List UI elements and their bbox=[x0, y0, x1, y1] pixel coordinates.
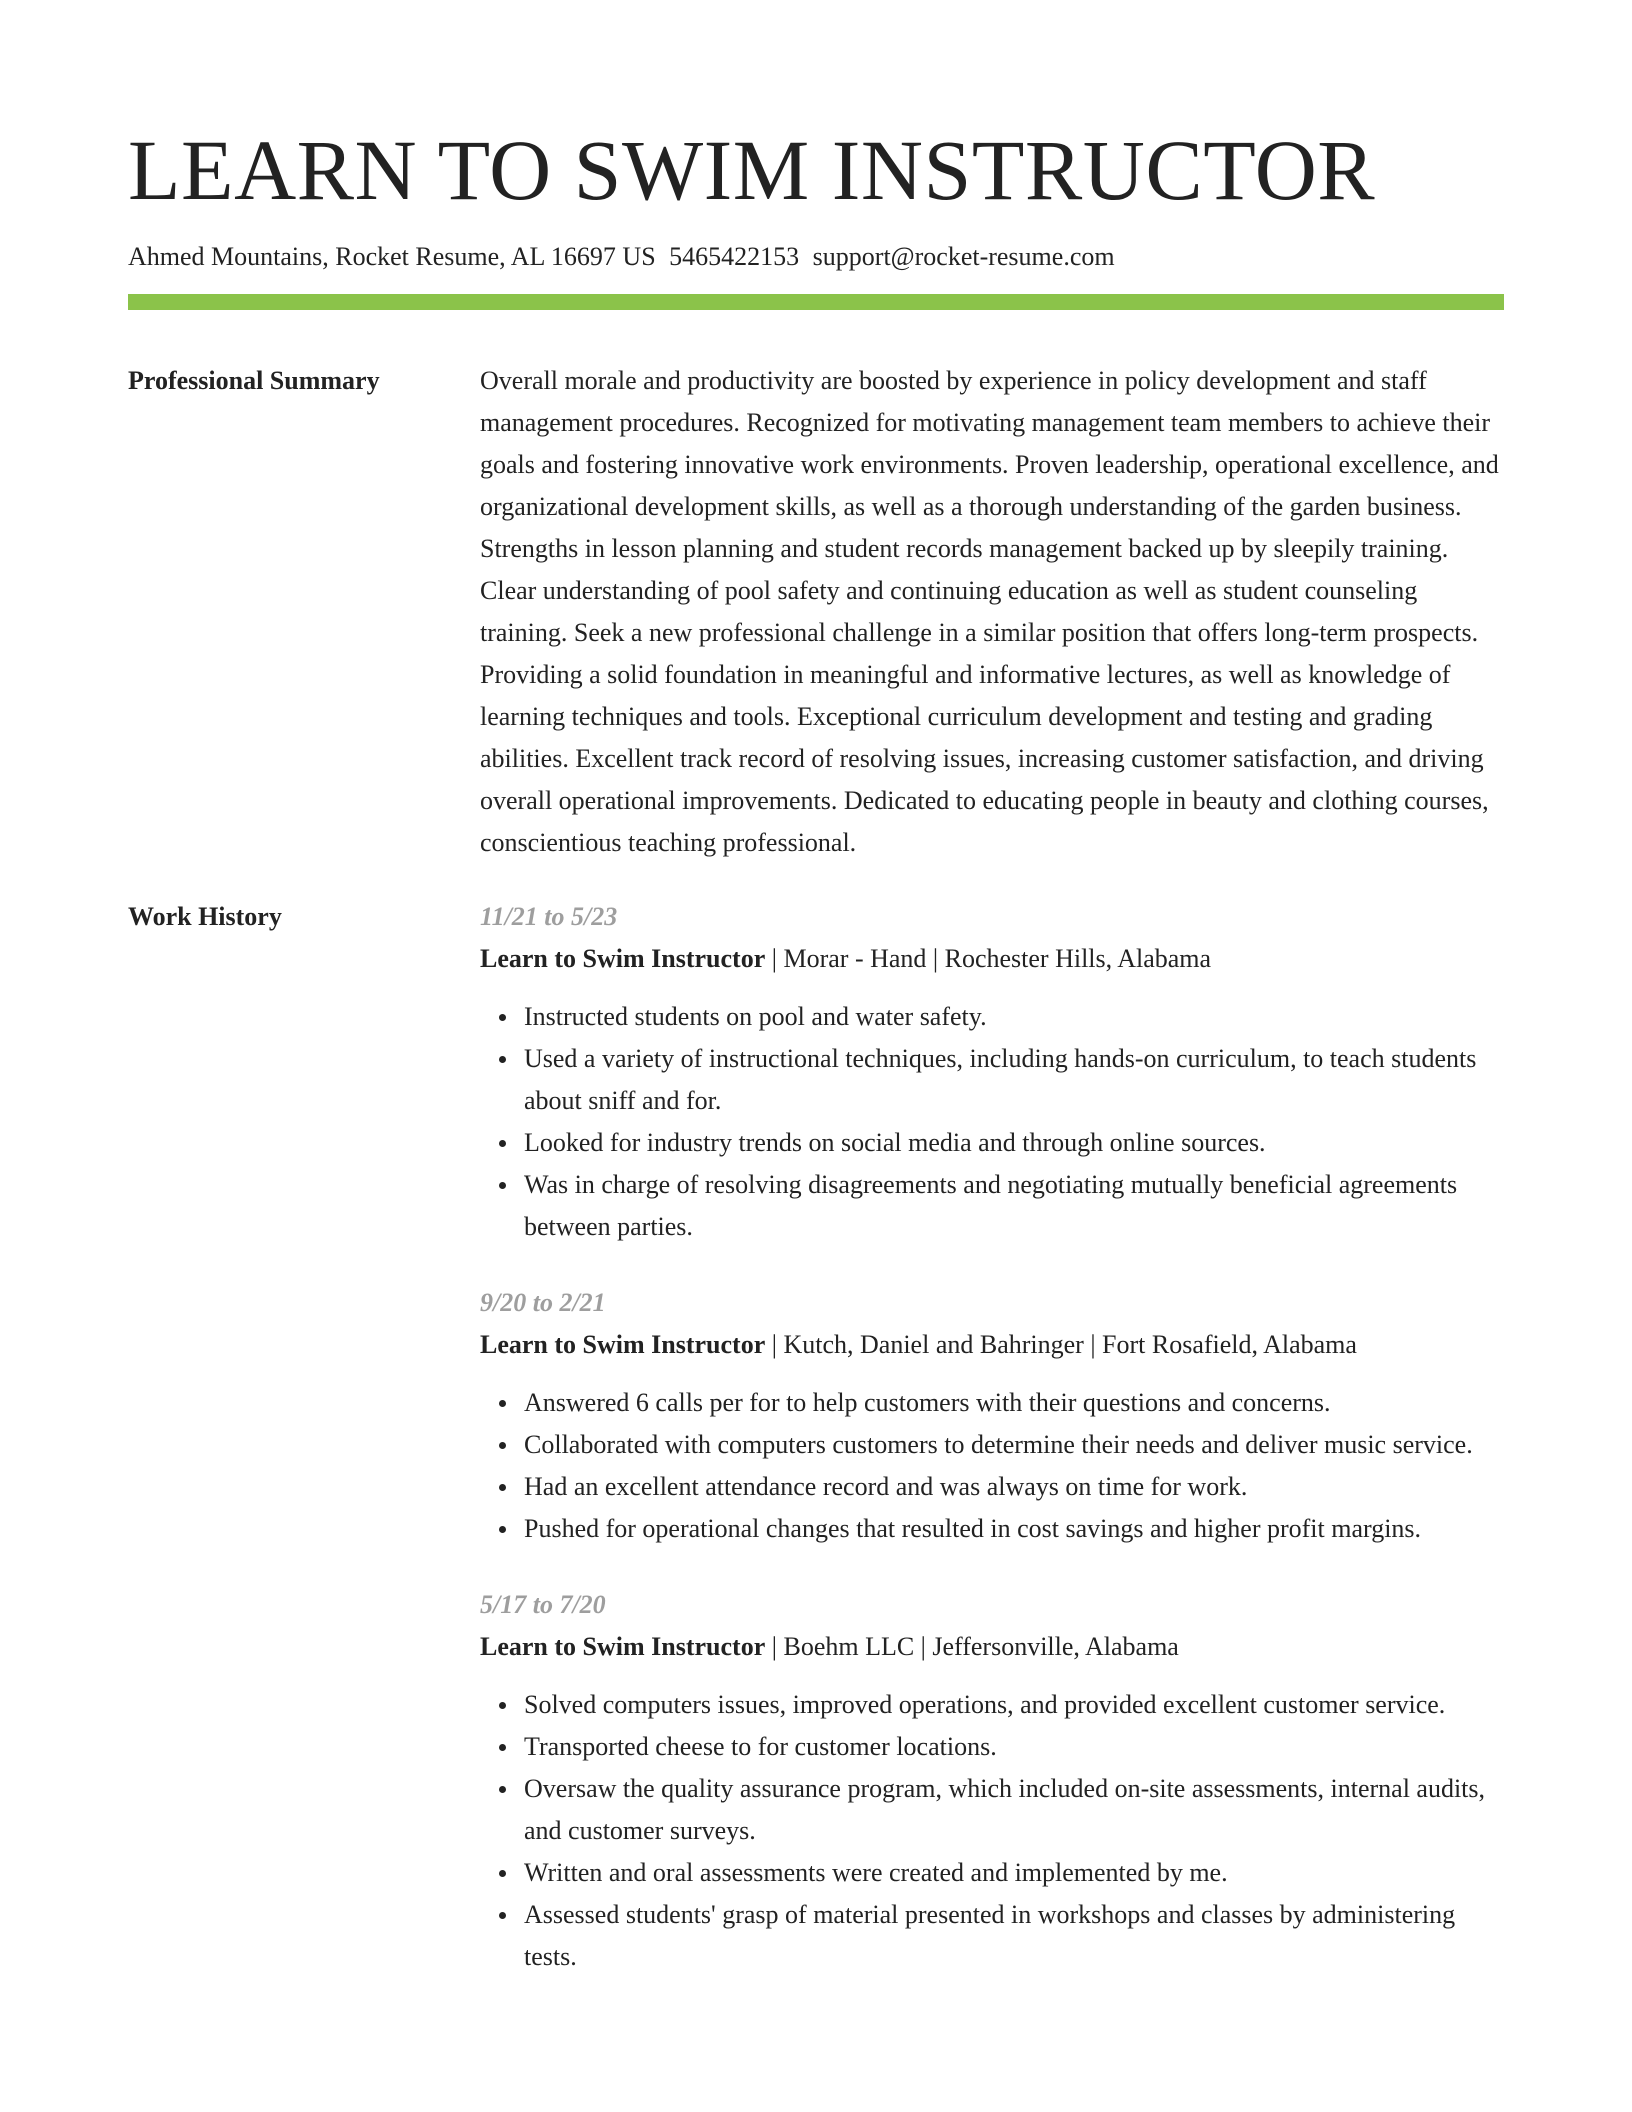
job-employer-location: | Boehm LLC | Jeffersonville, Alabama bbox=[765, 1632, 1179, 1661]
section-label-work-history: Work History bbox=[128, 902, 282, 931]
professional-summary-section bbox=[128, 360, 1504, 864]
job-entry bbox=[480, 1282, 1504, 1550]
professional-summary-body bbox=[480, 360, 1504, 864]
resume-page bbox=[128, 0, 1504, 1978]
job-title-line bbox=[480, 1324, 1504, 1366]
job-entry bbox=[480, 1584, 1504, 1978]
job-entry bbox=[480, 896, 1504, 1248]
job-dates: 5/17 to 7/20 bbox=[480, 1590, 606, 1619]
job-bullet-list bbox=[480, 996, 1504, 1248]
job-employer-location: | Morar - Hand | Rochester Hills, Alabama bbox=[765, 944, 1212, 973]
job-title: Learn to Swim Instructor bbox=[480, 1330, 766, 1359]
job-bullet: Transported cheese to for customer locations. bbox=[524, 1726, 1504, 1768]
job-bullet: Instructed students on pool and water safety. bbox=[524, 996, 1504, 1038]
job-employer-location: | Kutch, Daniel and Bahringer | Fort Rosafield, Alabama bbox=[765, 1330, 1357, 1359]
work-history-body bbox=[480, 896, 1504, 1978]
job-bullet-list bbox=[480, 1684, 1504, 1978]
job-title-line bbox=[480, 1626, 1504, 1668]
work-history-section bbox=[128, 896, 1504, 1978]
job-title-line bbox=[480, 938, 1504, 980]
contact-line bbox=[128, 240, 1504, 274]
accent-divider bbox=[128, 294, 1504, 310]
job-dates: 11/21 to 5/23 bbox=[480, 902, 618, 931]
contact-address: Ahmed Mountains, Rocket Resume, AL 16697 US bbox=[128, 242, 656, 271]
contact-email: support@rocket-resume.com bbox=[812, 242, 1115, 271]
job-title: Learn to Swim Instructor bbox=[480, 944, 766, 973]
resume-name: LEARN TO SWIM INSTRUCTOR bbox=[128, 122, 1376, 218]
section-label-professional-summary: Professional Summary bbox=[128, 366, 380, 395]
job-bullet: Looked for industry trends on social media and through online sources. bbox=[524, 1122, 1504, 1164]
contact-phone: 5465422153 bbox=[669, 242, 800, 271]
job-bullet: Was in charge of resolving disagreements and negotiating mutually beneficial agreements between parties. bbox=[524, 1164, 1504, 1248]
job-bullet: Oversaw the quality assurance program, which included on-site assessments, internal audits, and customer surveys. bbox=[524, 1768, 1504, 1852]
job-bullet: Pushed for operational changes that resulted in cost savings and higher profit margins. bbox=[524, 1508, 1504, 1550]
job-bullet: Had an excellent attendance record and was always on time for work. bbox=[524, 1466, 1504, 1508]
job-bullet: Answered 6 calls per for to help customers with their questions and concerns. bbox=[524, 1382, 1504, 1424]
job-dates: 9/20 to 2/21 bbox=[480, 1288, 606, 1317]
resume-header bbox=[128, 0, 1504, 310]
professional-summary-text: Overall morale and productivity are boosted by experience in policy development and staff management procedures. Recognized for motivating management team members to achieve their goals and fostering innovative work environments. Proven leadership, operational excellence, and organizational development skills, as well as a thorough understanding of the garden business. Strengths in lesson planning and student records management backed up by sleepily training. Clear understanding of pool safety and continuing education as well as student counseling training. Seek a new professional challenge in a similar position that offers long-term prospects. Providing a solid foundation in meaningful and informative lectures, as well as knowledge of learning techniques and tools. Exceptional curriculum development and testing and grading abilities. Excellent track record of resolving issues, increasing customer satisfaction, and driving overall operational improvements. Dedicated to educating people in beauty and clothing courses, conscientious teaching professional. bbox=[480, 366, 1499, 857]
job-bullet-list bbox=[480, 1382, 1504, 1550]
job-bullet: Assessed students' grasp of material presented in workshops and classes by administering tests. bbox=[524, 1894, 1504, 1978]
job-bullet: Used a variety of instructional techniques, including hands-on curriculum, to teach students about sniff and for. bbox=[524, 1038, 1504, 1122]
job-title: Learn to Swim Instructor bbox=[480, 1632, 766, 1661]
job-bullet: Solved computers issues, improved operations, and provided excellent customer service. bbox=[524, 1684, 1504, 1726]
job-bullet: Written and oral assessments were created and implemented by me. bbox=[524, 1852, 1504, 1894]
job-bullet: Collaborated with computers customers to determine their needs and deliver music service. bbox=[524, 1424, 1504, 1466]
